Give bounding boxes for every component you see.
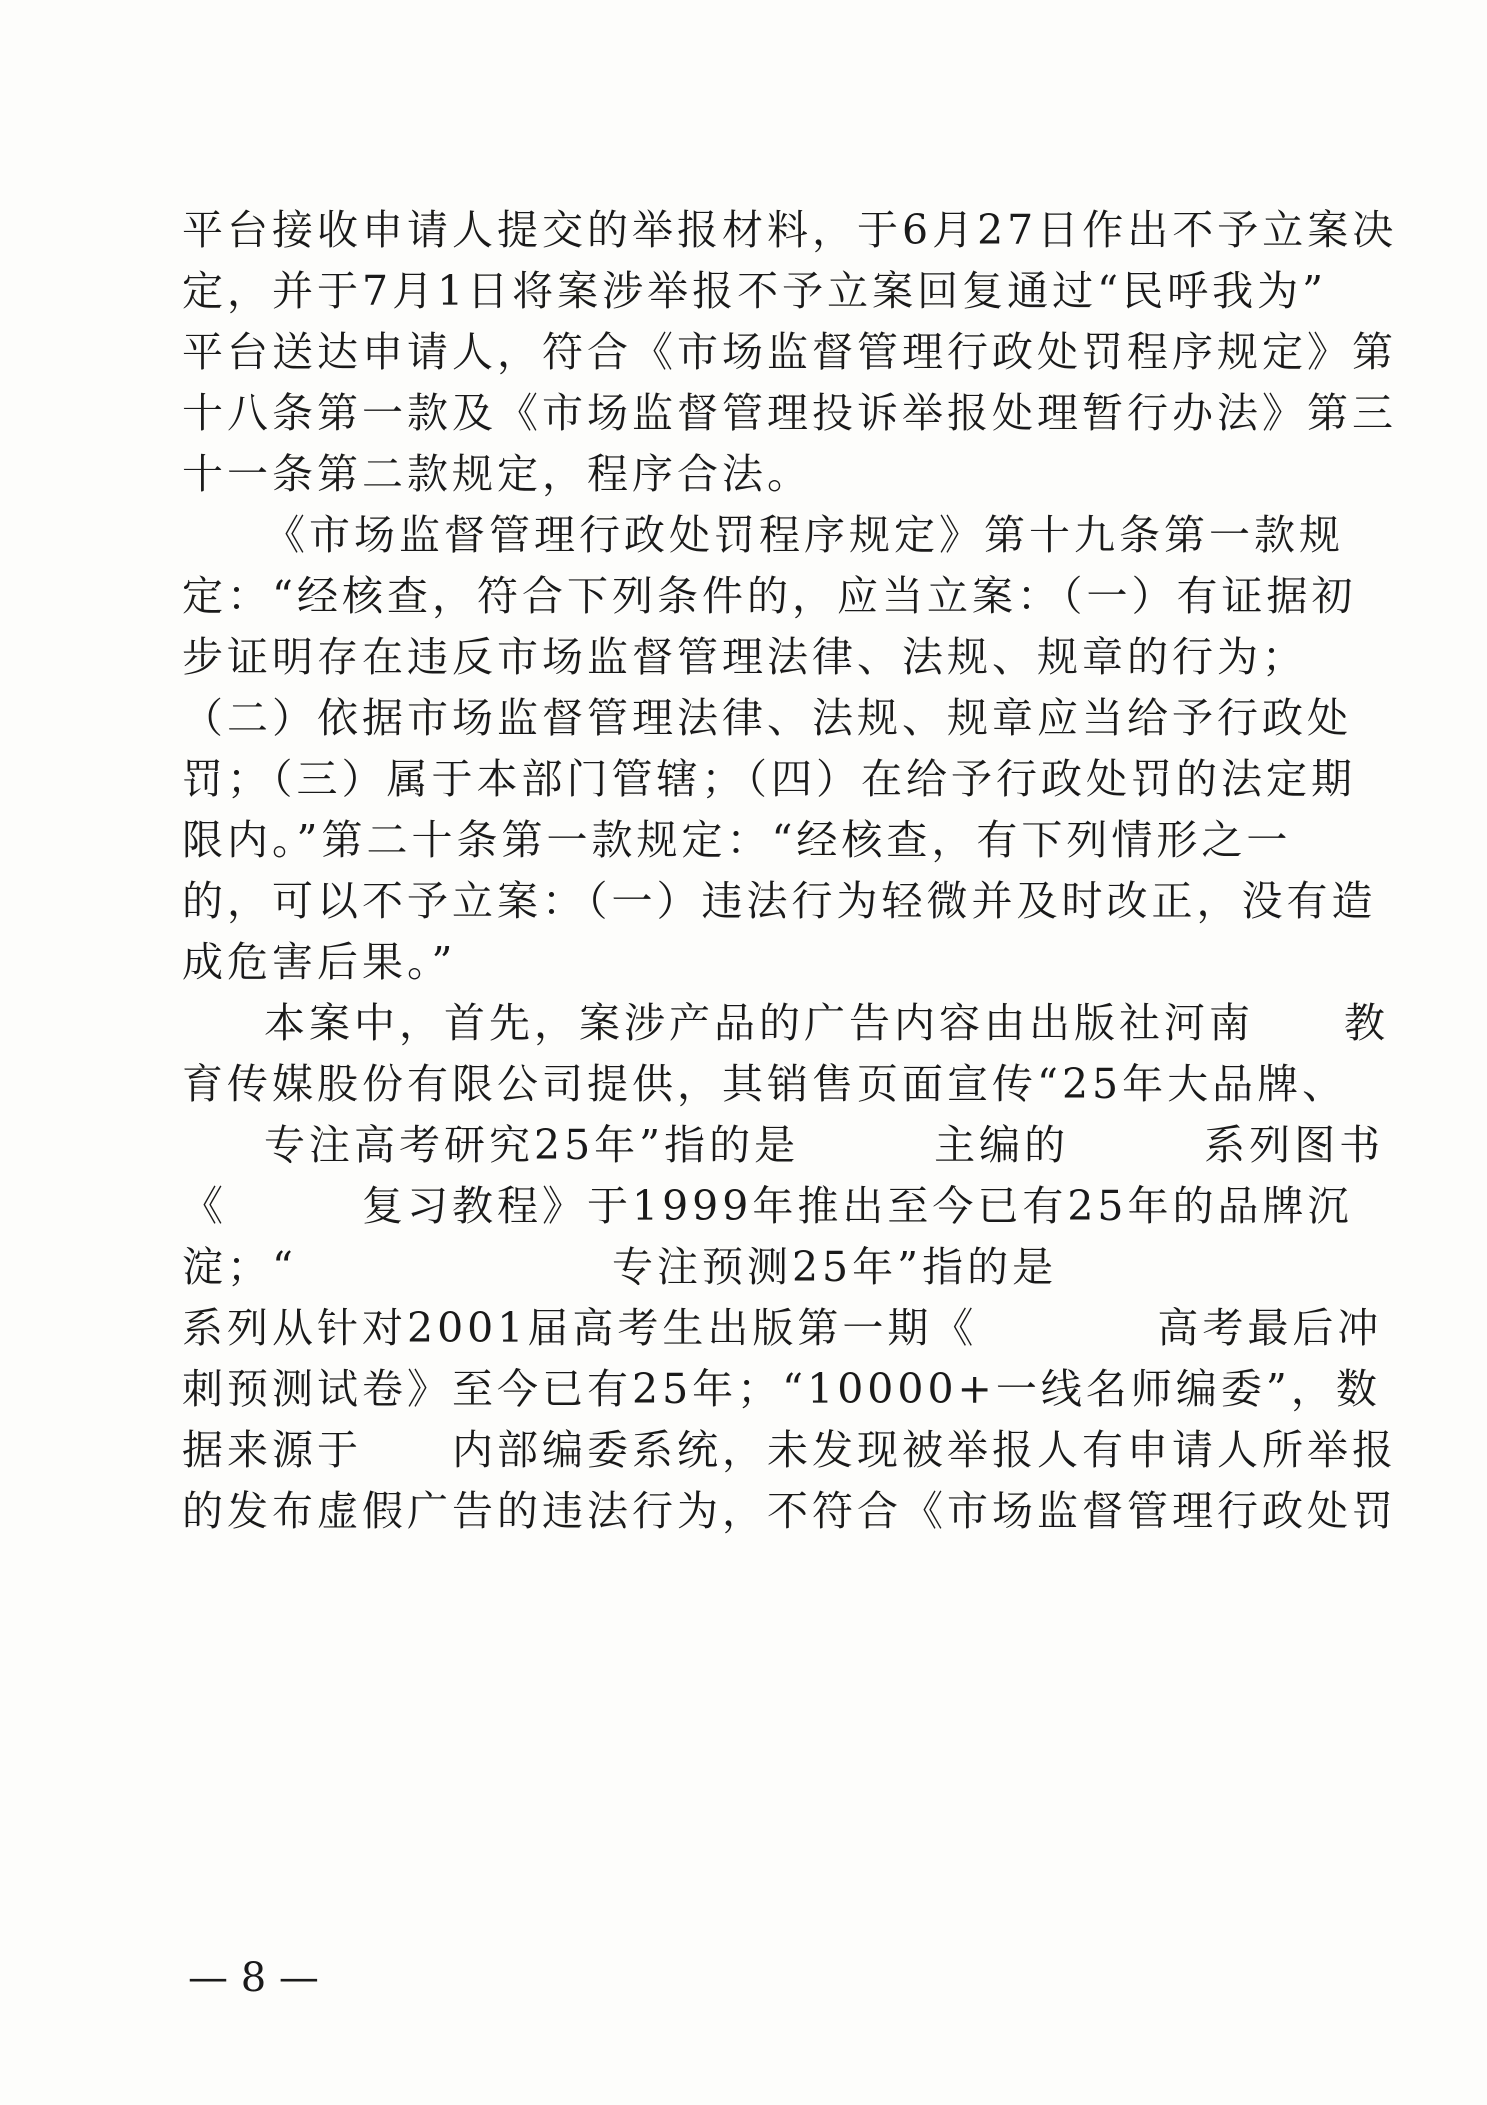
body-line-14: 本案中，首先，案涉产品的广告内容由出版社河南 教	[264, 999, 1389, 1047]
body-line-19: 系列从针对2001届高考生出版第一期《 高考最后冲	[182, 1304, 1383, 1352]
body-line-11: 限内。”第二十条第一款规定：“经核查，有下列情形之一	[182, 816, 1292, 864]
body-line-18: 淀；“ 专注预测25年”指的是	[182, 1243, 1058, 1291]
body-line-4: 十八条第一款及《市场监督管理投诉举报处理暂行办法》第三	[182, 389, 1397, 437]
body-line-17: 《 复习教程》于1999年推出至今已有25年的品牌沉	[182, 1182, 1353, 1230]
body-line-20: 刺预测试卷》至今已有25年；“10000+一线名师编委”，数	[182, 1365, 1381, 1413]
body-line-1: 平台接收申请人提交的举报材料，于6月27日作出不予立案决	[182, 206, 1398, 254]
body-line-9: （二）依据市场监督管理法律、法规、规章应当给予行政处	[182, 694, 1352, 742]
body-line-8: 步证明存在违反市场监督管理法律、法规、规章的行为；	[182, 633, 1307, 681]
body-line-3: 平台送达申请人，符合《市场监督管理行政处罚程序规定》第	[182, 328, 1397, 376]
body-line-5: 十一条第二款规定，程序合法。	[182, 450, 812, 498]
body-line-13: 成危害后果。”	[182, 938, 457, 986]
page-number: — 8 —	[188, 1955, 319, 2001]
body-line-6: 《市场监督管理行政处罚程序规定》第十九条第一款规	[264, 511, 1344, 559]
body-line-22: 的发布虚假广告的违法行为，不符合《市场监督管理行政处罚	[182, 1487, 1397, 1535]
body-line-2: 定，并于7月1日将案涉举报不予立案回复通过“民呼我为”	[182, 267, 1328, 315]
body-line-12: 的，可以不予立案：（一）违法行为轻微并及时改正，没有造	[182, 877, 1377, 925]
body-line-21: 据来源于 内部编委系统，未发现被举报人有申请人所举报	[182, 1426, 1397, 1474]
body-line-15: 育传媒股份有限公司提供，其销售页面宣传“25年大品牌、	[182, 1060, 1348, 1108]
body-line-16: 专注高考研究25年”指的是 主编的 系列图书	[264, 1121, 1385, 1169]
body-line-10: 罚；（三）属于本部门管辖；（四）在给予行政处罚的法定期	[182, 755, 1356, 803]
body-line-7: 定：“经核查，符合下列条件的，应当立案：（一）有证据初	[182, 572, 1357, 620]
